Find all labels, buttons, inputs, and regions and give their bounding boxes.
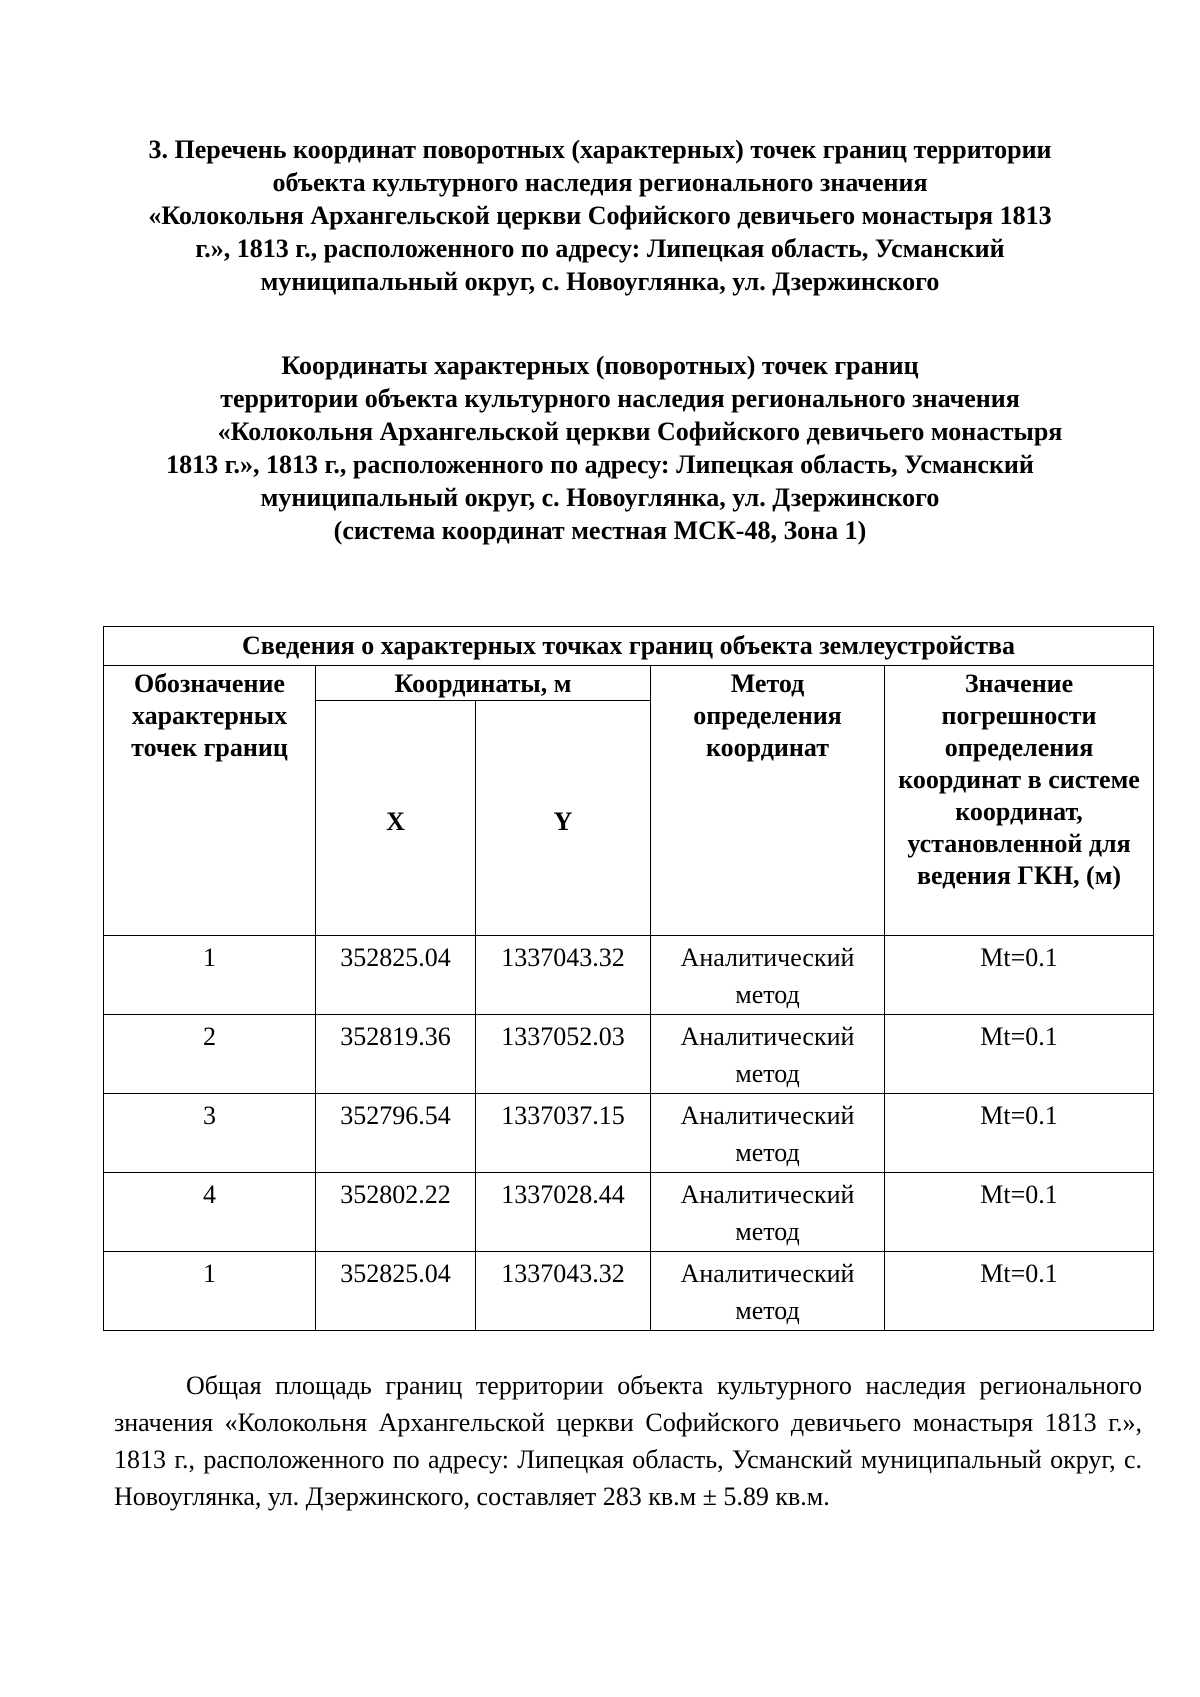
table-row — [104, 936, 1154, 1015]
section-heading-line: г.», 1813 г., расположенного по адресу: Липецкая область, Усманский — [195, 234, 1005, 263]
coordinates-heading — [0, 349, 1200, 547]
cell-point: 3 — [104, 1094, 316, 1173]
area-summary-paragraph: Общая площадь границ территории объекта культурного наследия регионального значения «Колокольня Архангельской церкви Софийского девичьего монастыря 1813 г.», 1813 г., расположенного по адресу: Липецкая область, Усманский муниципальный округ, с. Новоуглянка, ул. Дзержинского, составляет 283 кв.м ± 5.89 кв.м. — [114, 1371, 1142, 1511]
cell-x: 352802.22 — [316, 1173, 476, 1252]
cell-method: Аналитический метод — [651, 1015, 885, 1094]
section-heading-line: муниципальный округ, с. Новоуглянка, ул. Дзержинского — [260, 267, 940, 296]
coordinates-heading-line: муниципальный округ, с. Новоуглянка, ул. Дзержинского — [260, 483, 940, 512]
coordinates-heading-line: «Колокольня Архангельской церкви Софийского девичьего монастыря — [217, 417, 1063, 446]
cell-x: 352796.54 — [316, 1094, 476, 1173]
cell-y: 1337043.32 — [476, 936, 651, 1015]
cell-error: Mt=0.1 — [885, 1173, 1154, 1252]
table-header — [104, 627, 1154, 936]
coordinate-system-note: (система координат местная МСК-48, Зона 1) — [333, 516, 867, 545]
table-caption: Сведения о характерных точках границ объекта землеустройства — [104, 627, 1154, 666]
cell-error: Mt=0.1 — [885, 936, 1154, 1015]
cell-y: 1337052.03 — [476, 1015, 651, 1094]
cell-method: Аналитический метод — [651, 1094, 885, 1173]
cell-x: 352825.04 — [316, 936, 476, 1015]
section-heading-line: 3. Перечень координат поворотных (характерных) точек границ территории — [148, 135, 1052, 164]
header-method: Метод определения координат — [651, 666, 885, 936]
header-coordinates: Координаты, м — [316, 666, 651, 701]
cell-error: Mt=0.1 — [885, 1094, 1154, 1173]
cell-point: 1 — [104, 1252, 316, 1331]
table-row — [104, 1252, 1154, 1331]
cell-point: 2 — [104, 1015, 316, 1094]
coordinates-heading-line: территории объекта культурного наследия регионального значения — [220, 384, 1020, 413]
section-heading — [0, 133, 1200, 298]
coordinates-heading-line: Координаты характерных (поворотных) точек границ — [281, 351, 919, 380]
table-row — [104, 1015, 1154, 1094]
cell-method: Аналитический метод — [651, 1252, 885, 1331]
header-error: Значение погрешности определения координат в системе координат, установленной для ведения ГКН, (м) — [885, 666, 1154, 936]
cell-y: 1337037.15 — [476, 1094, 651, 1173]
header-point-designation: Обозначение характерных точек границ — [104, 666, 316, 936]
table-row — [104, 1173, 1154, 1252]
header-x: X — [316, 701, 476, 936]
cell-error: Mt=0.1 — [885, 1252, 1154, 1331]
section-heading-line: «Колокольня Архангельской церкви Софийского девичьего монастыря 1813 — [148, 201, 1052, 230]
table-row — [104, 1094, 1154, 1173]
coordinates-table — [103, 626, 1154, 1331]
cell-method: Аналитический метод — [651, 1173, 885, 1252]
cell-error: Mt=0.1 — [885, 1015, 1154, 1094]
cell-method: Аналитический метод — [651, 936, 885, 1015]
cell-point: 4 — [104, 1173, 316, 1252]
cell-x: 352819.36 — [316, 1015, 476, 1094]
coordinates-heading-line: 1813 г.», 1813 г., расположенного по адресу: Липецкая область, Усманский — [166, 450, 1034, 479]
cell-y: 1337028.44 — [476, 1173, 651, 1252]
cell-x: 352825.04 — [316, 1252, 476, 1331]
cell-point: 1 — [104, 936, 316, 1015]
section-heading-line: объекта культурного наследия регионального значения — [272, 168, 928, 197]
cell-y: 1337043.32 — [476, 1252, 651, 1331]
table-body — [104, 936, 1154, 1331]
header-y: Y — [476, 701, 651, 936]
